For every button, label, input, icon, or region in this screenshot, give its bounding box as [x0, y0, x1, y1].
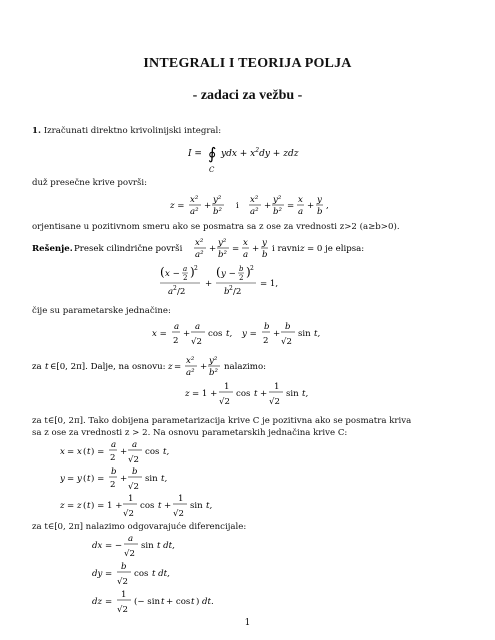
svg-text:a: a — [243, 250, 249, 260]
svg-text:z: z — [300, 244, 305, 254]
svg-text:): ) — [246, 265, 251, 279]
svg-text:Presek cilindrične površi: Presek cilindrične površi — [74, 244, 183, 254]
svg-text:2: 2 — [110, 480, 116, 490]
svg-text:√2: √2 — [191, 337, 202, 347]
svg-text:√2: √2 — [123, 509, 134, 519]
svg-text:y: y — [77, 474, 82, 484]
svg-text:t: t — [161, 597, 165, 607]
svg-text:a: a — [298, 207, 304, 217]
svg-text:y: y — [60, 474, 65, 484]
svg-text:b: b — [121, 562, 127, 572]
svg-text:t,: t, — [163, 447, 170, 457]
svg-text:= −: = − — [105, 541, 123, 551]
svg-text:t,: t, — [302, 389, 309, 399]
svg-text:1: 1 — [121, 590, 127, 600]
svg-text:) =: ) = — [91, 474, 105, 484]
svg-text:I =: I = — [188, 149, 202, 159]
svg-text:+: + — [307, 201, 315, 211]
svg-text:ydx + x2dy + zdz: ydx + $x^2dy$ + zdz — [221, 147, 299, 159]
svg-text:=: = — [232, 244, 240, 254]
svg-text:z: z — [185, 389, 190, 399]
svg-text:(: ( — [83, 501, 87, 511]
svg-text:b: b — [224, 287, 230, 297]
page-subtitle: - zadaci za vežbu - — [192, 88, 303, 103]
svg-text:i: i — [236, 201, 239, 211]
svg-text:z: z — [60, 501, 65, 511]
svg-text:y²: y² — [218, 238, 227, 248]
svg-text:t,: t, — [206, 501, 213, 511]
svg-text:a: a — [168, 287, 174, 297]
svg-text:cos: cos — [145, 447, 160, 457]
svg-text:b²: b² — [218, 250, 227, 260]
svg-text:b: b — [111, 467, 117, 477]
svg-text:b: b — [285, 322, 291, 332]
svg-text:t: t — [158, 501, 162, 511]
svg-text:2: 2 — [173, 336, 179, 346]
svg-text:=: = — [67, 501, 75, 511]
svg-text:√2: √2 — [269, 397, 280, 407]
svg-text:nalazimo:: nalazimo: — [224, 362, 267, 372]
param-positive-text-2: sa z ose za vrednosti z > 2. Na osnovu parametarskih jednačina krive C: — [32, 428, 348, 438]
svg-text:√2: √2 — [124, 549, 135, 559]
svg-text:1: 1 — [178, 494, 184, 504]
svg-text:+: + — [164, 501, 172, 511]
svg-text:sin: sin — [298, 329, 311, 339]
svg-text:y²: y² — [209, 356, 218, 366]
svg-text:) = 1 +: ) = 1 + — [91, 501, 123, 511]
svg-text:b: b — [239, 265, 244, 273]
svg-text:y²: y² — [273, 195, 282, 205]
problem-intro: Izračunati direktno krivolinijski integral: — [43, 126, 222, 136]
svg-text:=: = — [287, 201, 295, 211]
svg-text:sin: sin — [190, 501, 203, 511]
svg-text:sin: sin — [286, 389, 299, 399]
svg-text:x: x — [77, 447, 82, 457]
svg-text:t: t — [87, 447, 91, 457]
surfaces-equation — [170, 192, 340, 220]
svg-text:sin: sin — [141, 541, 154, 551]
svg-text:√2: √2 — [219, 397, 230, 407]
svg-text:(− sin: (− sin — [134, 597, 160, 607]
svg-text:(: ( — [83, 474, 87, 484]
svg-text:t,: t, — [161, 474, 168, 484]
svg-text:2: 2 — [263, 336, 269, 346]
svg-text:b: b — [264, 322, 270, 332]
svg-text:1: 1 — [274, 382, 280, 392]
svg-text:a²: a² — [195, 250, 204, 260]
svg-text:2: 2 — [183, 274, 188, 282]
svg-text:∈[0, 2π]. Dalje, na osnovu:: ∈[0, 2π]. Dalje, na osnovu: — [50, 362, 166, 372]
svg-text:): ) — [190, 265, 195, 279]
svg-text:=: = — [67, 474, 75, 484]
svg-text:(: ( — [160, 265, 165, 279]
svg-text:=: = — [67, 447, 75, 457]
parametric-equations — [152, 318, 412, 352]
svg-text:√2: √2 — [173, 509, 184, 519]
svg-text:i ravni: i ravni — [272, 244, 300, 254]
svg-text:x²: x² — [250, 195, 259, 205]
svg-text:1: 1 — [128, 494, 134, 504]
svg-text:Rešenje.: Rešenje. — [32, 244, 73, 254]
svg-text:√2: √2 — [117, 605, 128, 615]
svg-text:a: a — [174, 322, 180, 332]
svg-text:a: a — [195, 322, 201, 332]
ellipse-equation — [160, 262, 330, 302]
contour-label: C — [209, 166, 215, 174]
svg-text:dx: dx — [92, 541, 103, 551]
svg-text:y −: y − — [221, 269, 236, 279]
svg-text:x −: x − — [165, 269, 180, 279]
svg-text:(: ( — [216, 265, 221, 279]
svg-text:,: , — [326, 201, 329, 211]
svg-text:= 0 je elipsa:: = 0 je elipsa: — [307, 244, 365, 254]
svg-text:) =: ) = — [91, 447, 105, 457]
svg-text:/2: /2 — [177, 287, 186, 297]
svg-text:=: = — [105, 569, 113, 579]
page-title: INTEGRALI I TEORIJA POLJA — [143, 56, 352, 71]
svg-text:/2: /2 — [233, 287, 242, 297]
svg-text:z: z — [77, 501, 82, 511]
svg-text:+: + — [204, 201, 212, 211]
page-number: 1 — [244, 618, 251, 628]
svg-text:a: a — [111, 440, 117, 450]
svg-text:+: + — [120, 474, 128, 484]
svg-text:a: a — [183, 265, 188, 273]
orientation-text: orjentisane u pozitivnom smeru ako se posmatra sa z ose za vrednosti z>2 (a≥b>0). — [32, 222, 400, 232]
svg-text:y: y — [317, 195, 322, 205]
svg-text:a: a — [132, 440, 138, 450]
svg-text:2: 2 — [239, 274, 244, 282]
svg-text:(: ( — [83, 447, 87, 457]
svg-text:t: t — [254, 389, 258, 399]
svg-text:2: 2 — [173, 285, 177, 292]
z-substitution-line — [32, 354, 332, 380]
svg-text:t: t — [45, 362, 49, 372]
svg-text:+: + — [260, 389, 268, 399]
svg-text:2: 2 — [250, 265, 254, 272]
svg-text:t dt,: t dt, — [152, 569, 170, 579]
svg-text:x =: x = — [152, 329, 167, 339]
svg-text:b²: b² — [209, 368, 218, 378]
svg-text:√2: √2 — [128, 482, 139, 492]
problem-intro-line — [32, 126, 221, 137]
svg-text:x²: x² — [190, 195, 199, 205]
svg-text:x: x — [243, 238, 248, 248]
svg-text:t: t — [87, 501, 91, 511]
svg-text:t,: t, — [226, 329, 233, 339]
svg-text:+: + — [120, 447, 128, 457]
svg-text:cos: cos — [140, 501, 155, 511]
z-expression — [185, 378, 345, 412]
svg-text:x²: x² — [195, 238, 204, 248]
svg-text:= 1,: = 1, — [260, 279, 279, 289]
svg-text:+: + — [183, 329, 191, 339]
svg-text:a: a — [128, 534, 134, 544]
param-positive-text-1: za t∈[0, 2π]. Tako dobijena parametarizacija krive C je pozitivna ako se posmatra kriva — [32, 416, 412, 426]
svg-text:za: za — [32, 362, 42, 372]
svg-text:a²: a² — [250, 207, 259, 217]
curve-intro: duž presečne krive površi: — [32, 178, 148, 188]
svg-text:b²: b² — [213, 207, 222, 217]
svg-text:y: y — [262, 238, 267, 248]
solution-first-line — [32, 236, 452, 262]
svg-text:+: + — [209, 244, 217, 254]
svg-text:x: x — [60, 447, 65, 457]
svg-text:2: 2 — [229, 285, 233, 292]
svg-text:√2: √2 — [128, 455, 139, 465]
svg-text:t: t — [191, 597, 195, 607]
contour-integral-icon: ∮ — [208, 144, 217, 163]
svg-text:cos: cos — [134, 569, 149, 579]
svg-text:y²: y² — [213, 195, 222, 205]
svg-text:+ cos: + cos — [166, 597, 191, 607]
svg-text:a²: a² — [190, 207, 199, 217]
integral-equation — [188, 141, 338, 175]
differentials-system — [92, 532, 332, 618]
svg-text:b: b — [262, 250, 268, 260]
svg-text:1: 1 — [224, 382, 230, 392]
svg-text:b: b — [132, 467, 138, 477]
svg-text:=: = — [105, 597, 113, 607]
svg-text:b²: b² — [273, 207, 282, 217]
svg-text:z: z — [168, 362, 173, 372]
svg-text:z =: z = — [170, 201, 185, 211]
svg-text:+: + — [273, 329, 281, 339]
svg-text:+: + — [200, 362, 208, 372]
svg-text:t: t — [87, 474, 91, 484]
problem-number: 1. — [32, 126, 41, 136]
svg-text:sin: sin — [145, 474, 158, 484]
svg-text:√2: √2 — [281, 337, 292, 347]
svg-text:y =: y = — [242, 329, 257, 339]
svg-text:+: + — [205, 279, 213, 289]
svg-text:cos: cos — [236, 389, 251, 399]
svg-text:dy: dy — [92, 569, 103, 579]
svg-text:+: + — [264, 201, 272, 211]
svg-text:a²: a² — [186, 368, 195, 378]
parametric-system — [60, 438, 320, 520]
svg-text:x: x — [298, 195, 303, 205]
svg-text:t dt,: t dt, — [157, 541, 175, 551]
svg-text:dt.: dt. — [202, 597, 214, 607]
param-intro: čije su parametarske jednačine: — [32, 306, 171, 316]
svg-text:=: = — [174, 362, 182, 372]
svg-text:t,: t, — [314, 329, 321, 339]
svg-text:2: 2 — [110, 453, 116, 463]
svg-text:dz: dz — [92, 597, 103, 607]
svg-text:= 1 +: = 1 + — [192, 389, 218, 399]
svg-text:): ) — [196, 597, 200, 607]
svg-text:b: b — [317, 207, 323, 217]
svg-text:x²: x² — [186, 356, 195, 366]
svg-text:+: + — [252, 244, 260, 254]
svg-text:2: 2 — [194, 265, 198, 272]
svg-text:√2: √2 — [117, 577, 128, 587]
differentials-intro: za t∈[0, 2π] nalazimo odgovarajuće diferencijale: — [32, 522, 247, 532]
svg-text:cos: cos — [208, 329, 223, 339]
